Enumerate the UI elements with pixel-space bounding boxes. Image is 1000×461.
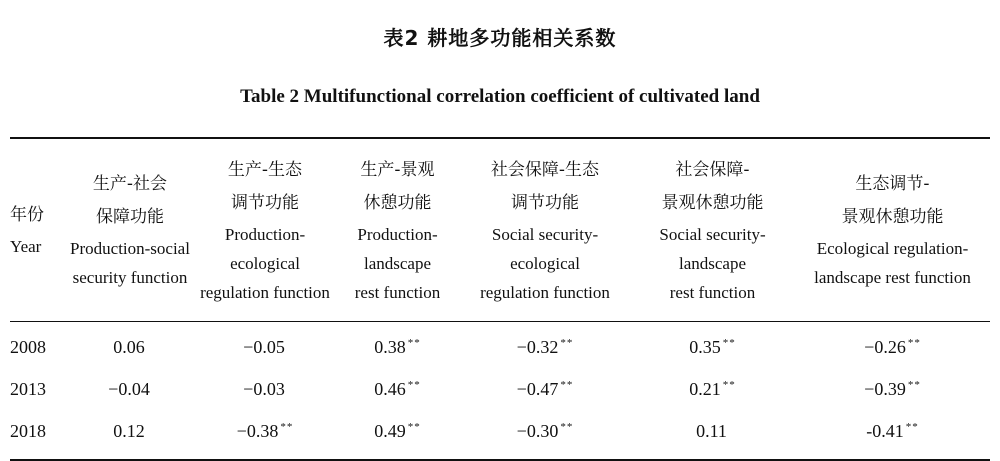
table-header [10, 140, 990, 320]
value-text: 0.06 [113, 336, 145, 357]
significance-mark: ** [905, 420, 919, 433]
column-header-cn-line2: 休憩功能 [363, 192, 432, 213]
column-header-cn-line1: 社会保障-生态 [490, 159, 600, 180]
table-caption-english: Table 2 Multifunctional correlation coefficient of cultivated land [240, 86, 760, 107]
top-rule [10, 137, 990, 139]
value-text: −0.39 [864, 378, 906, 399]
column-header-en-line1: Production-social [70, 239, 190, 258]
table-body [10, 326, 990, 452]
column-header-cn-line1: 生产-社会 [92, 174, 168, 194]
significance-mark: ** [560, 420, 574, 433]
value-cell [630, 421, 795, 442]
significance-mark: ** [560, 378, 574, 391]
value-cell [460, 337, 630, 358]
column-header-year-cn: 年份 [10, 205, 44, 225]
year-cell: 2008 [10, 336, 46, 357]
value-cell [630, 337, 795, 358]
column-header-cn-line2: 景观休憩功能 [661, 192, 764, 213]
value-cell [630, 379, 795, 400]
value-cell [65, 379, 195, 400]
column-header-production-social [65, 168, 195, 292]
column-header-en-line1: Ecological regulation- [816, 239, 969, 258]
column-header-en-line2: regulation function [480, 282, 610, 302]
column-header-cn-line1: 社会保障- [675, 159, 750, 180]
value-text: −0.47 [516, 378, 559, 399]
column-header-en-line2: rest function [354, 282, 441, 302]
column-header-year [10, 199, 65, 261]
value-cell [65, 421, 195, 442]
column-header-cn-line1: 生态调节- [855, 174, 930, 194]
column-header-en-line2: rest function [669, 282, 756, 302]
value-text: −0.05 [243, 336, 285, 357]
year-cell: 2018 [10, 420, 46, 441]
value-cell [335, 379, 460, 400]
year-cell: 2013 [10, 378, 46, 399]
significance-mark: ** [722, 336, 736, 349]
column-header-cn-line2: 景观休憩功能 [841, 207, 944, 227]
value-cell [195, 337, 335, 358]
value-text: 0.38 [374, 336, 406, 357]
value-text: −0.38 [236, 420, 279, 441]
value-text: −0.32 [516, 336, 559, 357]
value-text: 0.35 [689, 336, 721, 357]
significance-mark: ** [907, 378, 921, 391]
value-cell [195, 379, 335, 400]
column-header-year-en: Year [10, 237, 42, 256]
column-header-en-line1: Production-ecological [224, 224, 306, 273]
column-header-en-line1: Social security-landscape [659, 224, 766, 273]
value-cell [65, 337, 195, 358]
column-header-cn-line2: 保障功能 [96, 207, 164, 227]
value-cell [795, 337, 990, 358]
value-cell [795, 379, 990, 400]
header-rule [10, 321, 990, 322]
column-header-en-line2: security function [72, 268, 188, 287]
value-cell [335, 337, 460, 358]
column-header-ecological-landscape [795, 168, 990, 292]
value-cell [460, 421, 630, 442]
column-header-social-landscape [630, 154, 795, 307]
table-row [10, 368, 990, 410]
value-text: 0.46 [374, 378, 406, 399]
column-header-cn-line1: 生产-景观 [360, 159, 435, 180]
significance-mark: ** [407, 420, 421, 433]
value-text: 0.12 [113, 420, 145, 441]
value-text: -0.41 [866, 420, 904, 441]
column-header-social-ecological [460, 154, 630, 307]
significance-mark: ** [560, 336, 574, 349]
significance-mark: ** [407, 378, 421, 391]
value-text: −0.30 [516, 420, 559, 441]
table-caption-chinese: 表2 耕地多功能相关系数 [383, 26, 617, 50]
column-header-cn-line2: 调节功能 [231, 192, 299, 213]
value-text: −0.03 [243, 378, 285, 399]
value-text: 0.21 [689, 378, 721, 399]
column-header-en-line1: Social security-ecological [491, 224, 599, 273]
value-cell [460, 379, 630, 400]
significance-mark: ** [907, 336, 921, 349]
column-header-production-ecological [195, 154, 335, 307]
value-text: 0.11 [696, 420, 727, 441]
column-header-production-landscape [335, 154, 460, 307]
significance-mark: ** [722, 378, 736, 391]
significance-mark: ** [407, 336, 421, 349]
column-header-en-line2: regulation function [200, 282, 330, 302]
value-text: −0.04 [108, 378, 150, 399]
table-row [10, 410, 990, 452]
value-cell [335, 421, 460, 442]
column-header-cn-line1: 生产-生态 [227, 159, 303, 180]
value-text: −0.26 [864, 336, 906, 357]
table-row [10, 326, 990, 368]
significance-mark: ** [280, 420, 294, 433]
column-header-en-line2: landscape rest function [814, 268, 971, 287]
value-text: 0.49 [374, 420, 406, 441]
value-cell [795, 421, 990, 442]
column-header-cn-line2: 调节功能 [511, 192, 579, 213]
value-cell [195, 421, 335, 442]
column-header-en-line1: Production-landscape [357, 224, 438, 273]
